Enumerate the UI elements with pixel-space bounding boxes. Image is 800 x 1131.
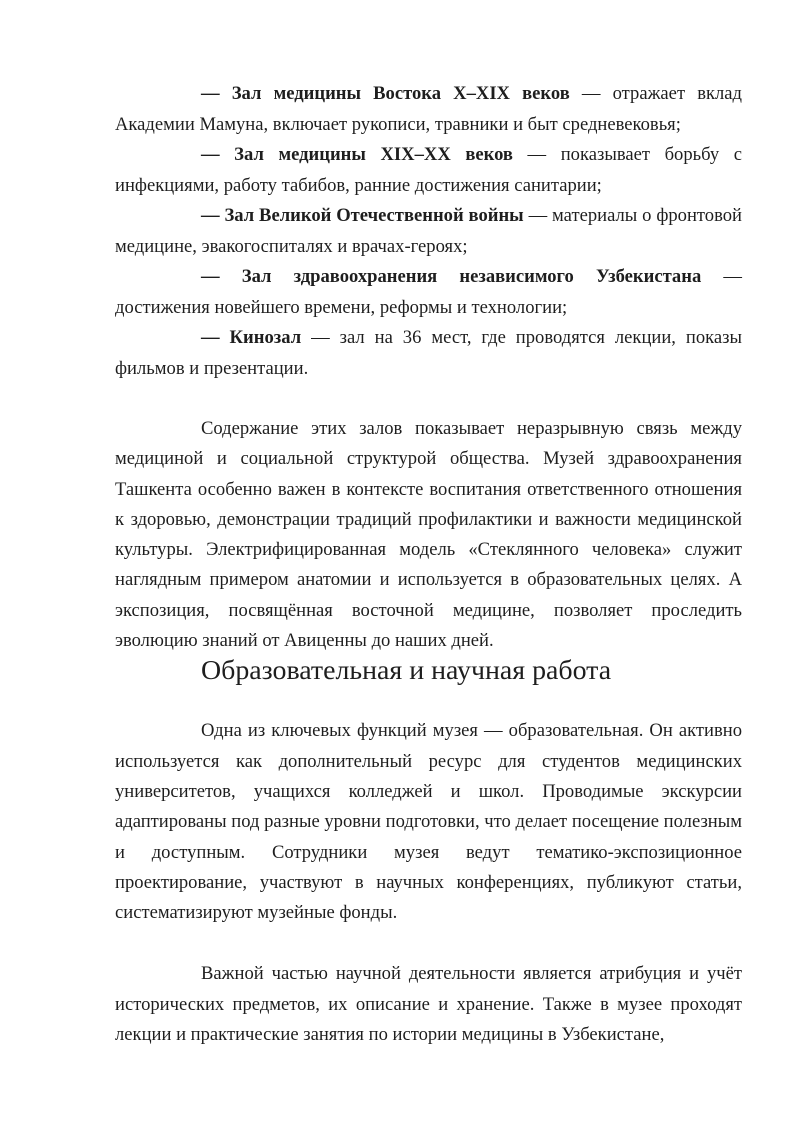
hall-item [115, 140, 742, 201]
hall-description: — показывает борьбу с инфекциями, работу табибов, ранние достижения санитарии; [115, 144, 742, 196]
hall-item [115, 323, 742, 384]
hall-title: — Зал медицины Востока X–XIX веков [201, 83, 570, 104]
hall-item [115, 201, 742, 262]
body-paragraph: Важной частью научной деятельности является атрибуция и учёт исторических предметов, их описание и хранение. Также в музее проходят лекции и практические занятия по истории медицины в Узбекистане, [115, 963, 742, 1046]
hall-item [115, 79, 742, 140]
hall-description: — зал на 36 мест, где проводятся лекции, показы фильмов и презентации. [115, 327, 742, 379]
body-paragraph: Содержание этих залов показывает неразрывную связь между медициной и социальной структурой общества. Музей здравоохранения Ташкента особенно важен в контексте воспитания ответственного отношения к здоровью, демонстрации традиций профилактики и важности медицинской культуры. Электрифицированная модель «Стеклянного человека» служит наглядным примером анатомии и используется в образовательных целях. А экспозиция, посвящённая восточной медицине, позволяет проследить эволюцию знаний от Авиценны до наших дней. [115, 418, 742, 652]
hall-title: — Зал Великой Отечественной войны [201, 205, 524, 226]
hall-title: — Зал медицины XIX–XX веков [201, 144, 513, 165]
hall-title: — Зал здравоохранения независимого Узбекистана [201, 266, 702, 287]
body-paragraph: Одна из ключевых функций музея — образовательная. Он активно используется как дополнительный ресурс для студентов медицинских университетов, учащихся колледжей и школ. Проводимые экскурсии адаптированы под разные уровни подготовки, что делает посещение полезным и доступным. Сотрудники музея ведут тематико-экспозиционное проектирование, участвуют в научных конференциях, публикуют статьи, систематизируют музейные фонды. [115, 720, 742, 924]
hall-description: — материалы о фронтовой медицине, эвакогоспиталях и врачах-героях; [115, 205, 742, 257]
hall-item [115, 262, 742, 323]
hall-description: — достижения новейшего времени, реформы и технологии; [115, 266, 743, 318]
hall-title: — Кинозал [201, 327, 302, 348]
hall-description: — отражает вклад Академии Мамуна, включает рукописи, травники и быт средневековья; [115, 83, 743, 135]
section-heading: Образовательная и научная работа [201, 655, 612, 687]
document-page [115, 79, 742, 1050]
